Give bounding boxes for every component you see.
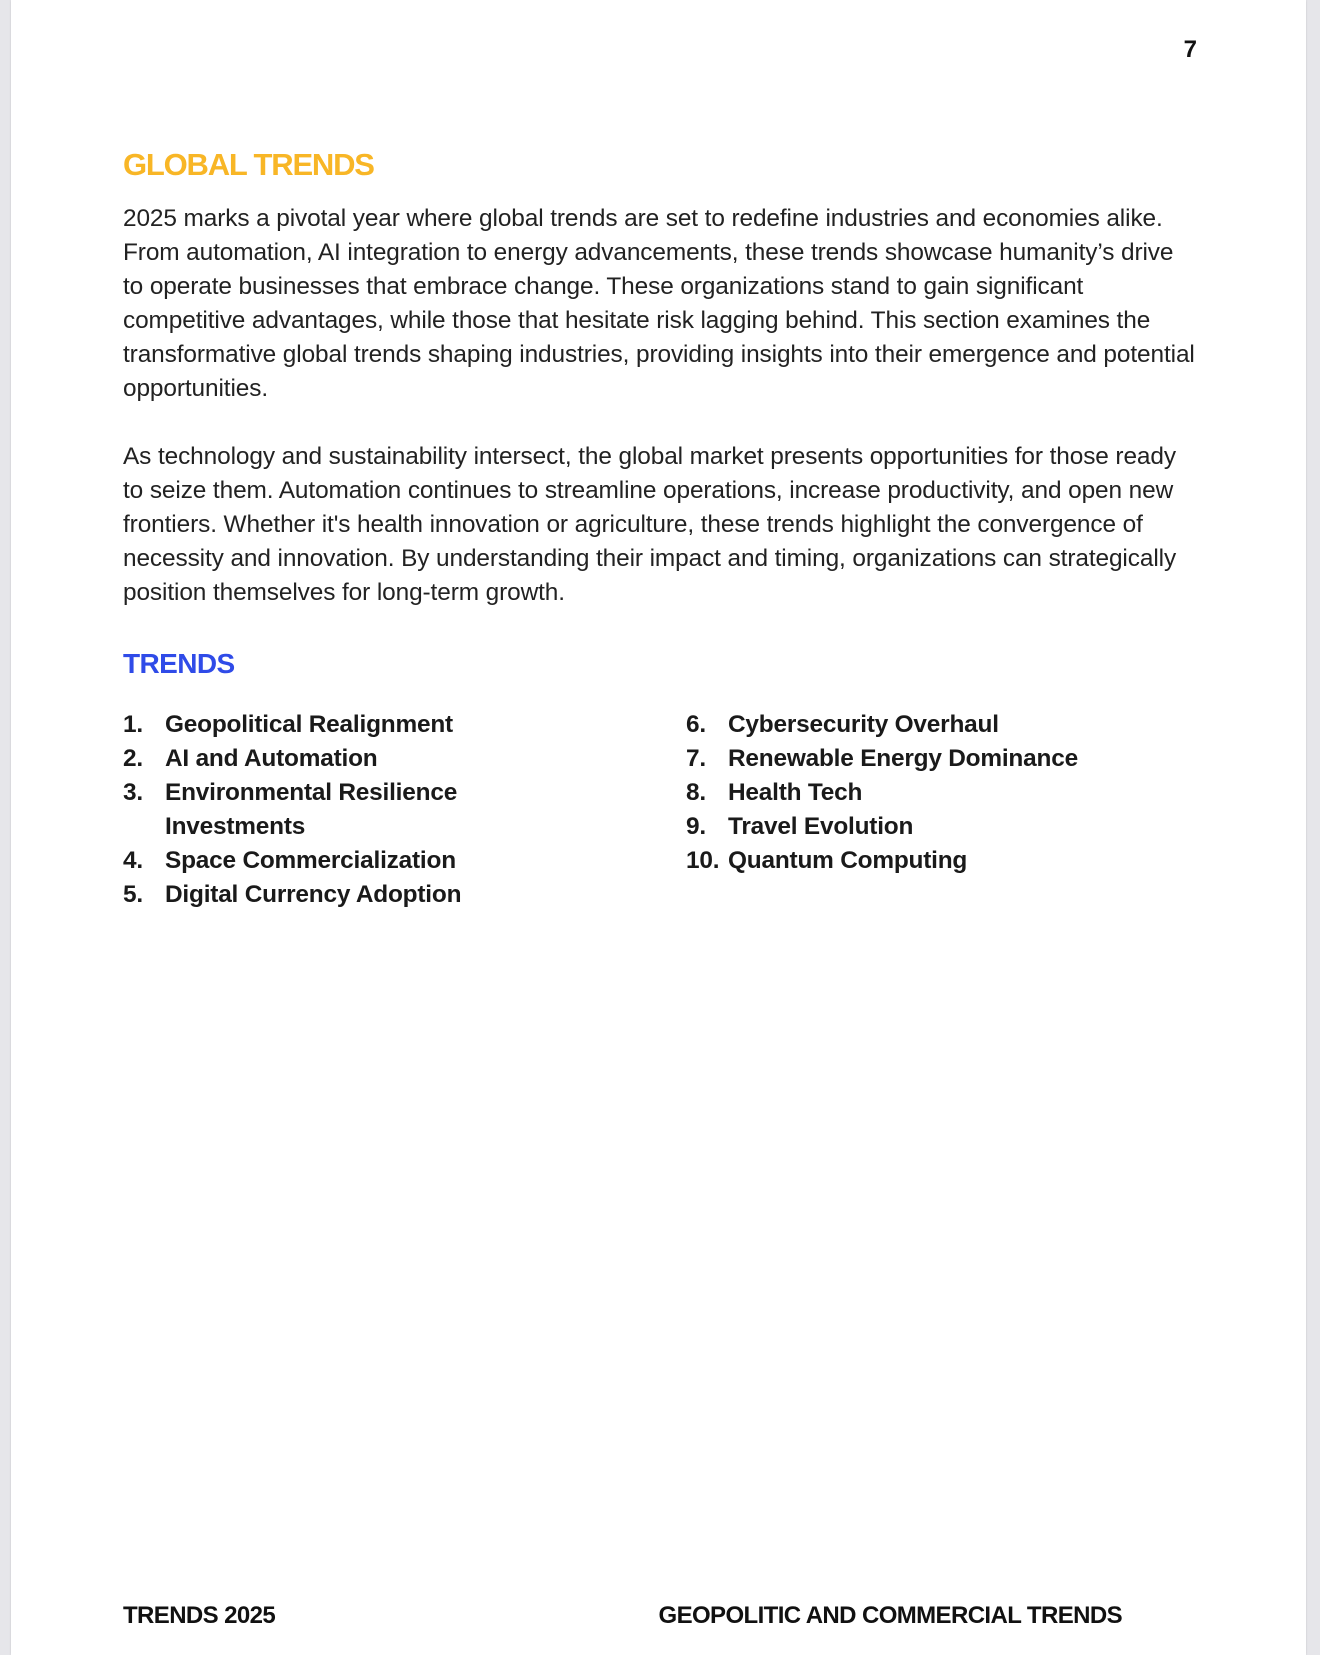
footer-left-label: TRENDS 2025 [123, 1602, 276, 1629]
trend-number: 4. [123, 847, 143, 874]
trend-item [123, 844, 686, 878]
trends-heading: TRENDS [123, 648, 235, 679]
trend-item [686, 776, 1186, 810]
trend-number: 10. [686, 847, 720, 874]
trend-label: Travel Evolution [728, 813, 914, 840]
trend-label: Quantum Computing [728, 847, 968, 874]
trend-label: Health Tech [728, 779, 863, 806]
trend-number: 9. [686, 813, 706, 840]
trends-list [123, 708, 1198, 912]
section-title: GLOBAL TRENDS [123, 147, 374, 182]
trend-item [123, 742, 686, 776]
trend-number: 2. [123, 745, 143, 772]
document-page [11, 0, 1306, 1655]
trend-label: Space Commercialization [165, 847, 456, 874]
trends-list-left-column [123, 708, 686, 912]
trend-item [123, 708, 686, 742]
trend-number: 6. [686, 711, 706, 738]
trend-item [686, 708, 1186, 742]
trend-label: AI and Automation [165, 745, 378, 772]
trends-list-right-column [686, 708, 1186, 912]
trend-label: Digital Currency Adoption [165, 881, 462, 908]
trend-label: Geopolitical Realignment [165, 711, 453, 738]
page-content [123, 142, 1198, 912]
trend-item [686, 810, 1186, 844]
trend-number: 1. [123, 711, 143, 738]
page-number: 7 [1183, 36, 1197, 63]
trend-number: 7. [686, 745, 706, 772]
trend-label: Environmental Resilience Investments [165, 779, 458, 840]
trend-item [123, 878, 686, 912]
trend-number: 8. [686, 779, 706, 806]
trend-number: 3. [123, 779, 143, 806]
trend-item [686, 844, 1186, 878]
trend-item [123, 776, 686, 844]
trend-label: Renewable Energy Dominance [728, 745, 1078, 772]
trend-label: Cybersecurity Overhaul [728, 711, 999, 738]
trend-item [686, 742, 1186, 776]
footer-right-label: GEOPOLITIC AND COMMERCIAL TRENDS [658, 1602, 1122, 1629]
trend-number: 5. [123, 881, 143, 908]
intro-paragraph-1: 2025 marks a pivotal year where global trends are set to redefine industries and economies alike. From automation, AI integration to energy advancements, these trends showcase humanity’s drive to operate businesses that embrace change. These organizations stand to gain significant competitive advantages, while those that hesitate risk lagging behind. This section examines the transformative global trends shaping industries, providing insights into their emergence and potential opportunities. [123, 205, 1195, 402]
intro-paragraph-2: As technology and sustainability intersect, the global market presents opportunities for those ready to seize them. Automation continues to streamline operations, increase productivity, and open new frontiers. Whether it's health innovation or agriculture, these trends highlight the convergence of necessity and innovation. By understanding their impact and timing, organizations can strategically position themselves for long-term growth. [123, 443, 1177, 606]
